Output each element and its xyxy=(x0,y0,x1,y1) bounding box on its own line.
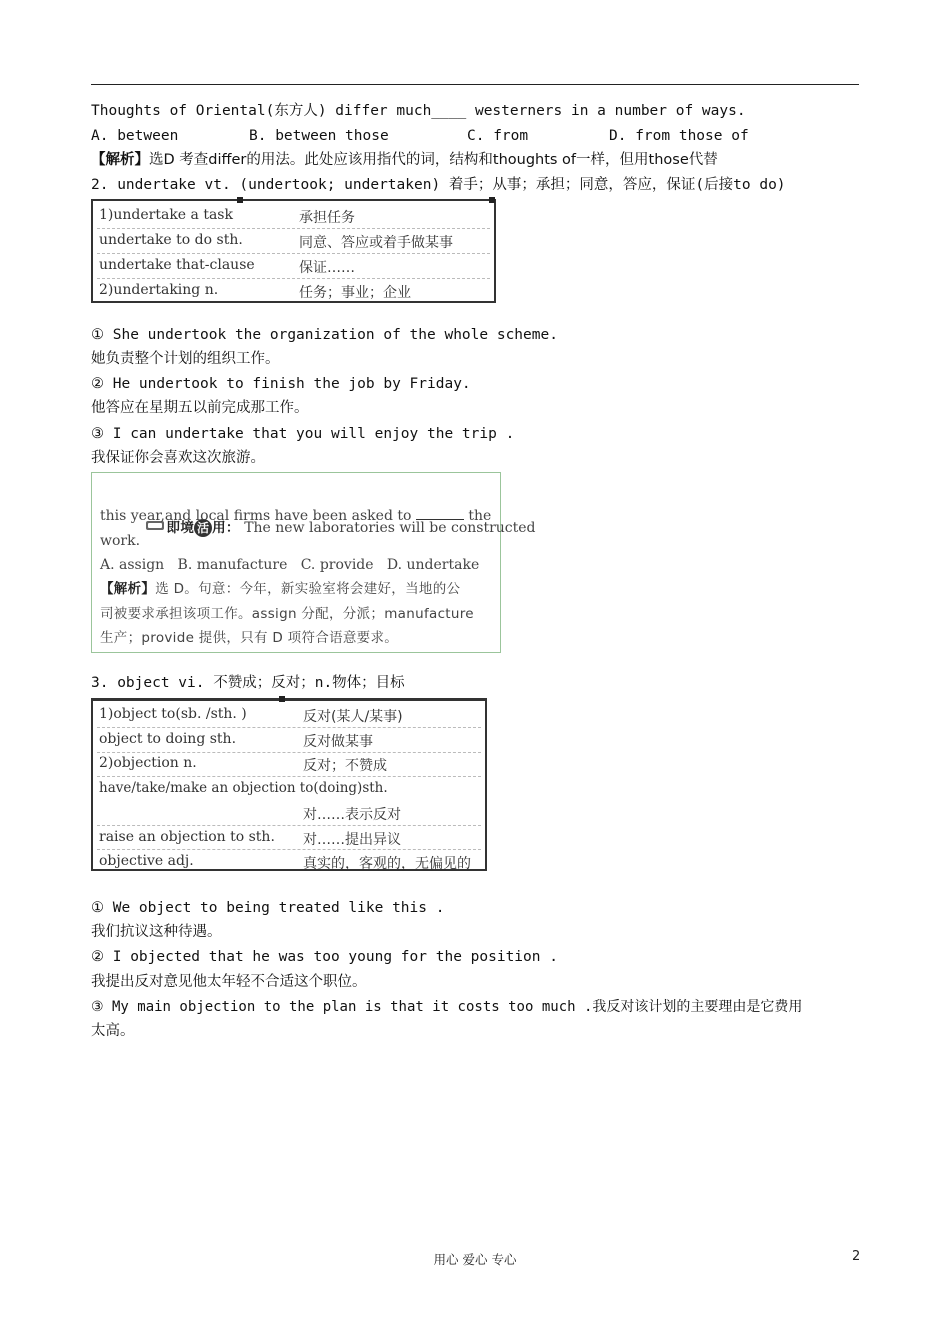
example-2-cn: 他答应在星期五以前完成那工作。 xyxy=(91,400,309,416)
example-3-cn: 我保证你会喜欢这次旅游。 xyxy=(91,450,265,466)
object-example-3-line2: 太高。 xyxy=(91,1023,135,1039)
example-1-cn: 她负责整个计划的组织工作。 xyxy=(91,351,280,367)
section2-heading: 2. undertake vt. (undertook; undertaken) 着手；从事；承担；同意，答应，保证(后接to do) xyxy=(91,177,786,193)
top-rule xyxy=(91,84,859,85)
page-number: 2 xyxy=(852,1249,861,1264)
example-1-en: ① She undertook the organization of the whole scheme. xyxy=(91,327,558,343)
table-handle xyxy=(489,197,495,203)
practice-options: A. assign B. manufacture C. provide D. undertake xyxy=(100,557,480,573)
practice-explanation-1: 【解析】选 D。句意：今年，新实验室将会建好，当地的公 xyxy=(100,581,461,597)
explanation-label: 【解析】 xyxy=(91,152,149,168)
object-example-2-cn: 我提出反对意见他太年轻不合适这个职位。 xyxy=(91,974,367,990)
exercise-options xyxy=(91,126,791,146)
example-3-en: ③ I can undertake that you will enjoy the trip . xyxy=(91,426,515,442)
table-row: raise an objection to sth. 对……提出异议 xyxy=(99,829,401,848)
object-example-2-en: ② I objected that he was too young for the position . xyxy=(91,949,558,965)
practice-box xyxy=(91,472,536,653)
example-2-en: ② He undertook to finish the job by Friday. xyxy=(91,376,471,392)
table-row: 2)undertaking n. 任务；事业；企业 xyxy=(99,282,411,301)
table-handle xyxy=(237,197,243,203)
table-row: 1)object to(sb. /sth. ) 反对(某人/某事) xyxy=(99,706,403,725)
practice-line-2: this year,and local firms have been asked to the xyxy=(100,508,492,524)
table-row: have/take/make an objection to(doing)sth. xyxy=(99,780,388,796)
option-c: C. from xyxy=(467,128,529,144)
table-row: undertake to do sth. 同意、答应或着手做某事 xyxy=(99,232,453,251)
object-example-1-cn: 我们抗议这种待遇。 xyxy=(91,924,222,940)
undertake-table xyxy=(91,199,496,303)
explanation-text: 选D 考查differ的用法。此处应该用指代的词，结构和thoughts of一样，但用those代替 xyxy=(149,152,718,168)
practice-line-1: 即境 活 用： The new laboratories will be constructed xyxy=(100,478,536,578)
object-example-1-en: ① We object to being treated like this . xyxy=(91,900,445,916)
practice-explanation-2: 司被要求承担该项工作。assign 分配，分派；manufacture xyxy=(100,606,474,622)
table-row: undertake that-clause 保证…… xyxy=(99,257,355,276)
table-row: objective adj. 真实的，客观的，无偏见的 xyxy=(99,853,471,872)
option-d: D. from those of xyxy=(609,128,749,144)
section3-heading: 3. object vi. 不赞成；反对；n.物体；目标 xyxy=(91,675,405,691)
table-row: 1)undertake a task 承担任务 xyxy=(99,207,355,226)
practice-circle-badge: 活 xyxy=(194,519,212,537)
answer-blank xyxy=(416,507,464,520)
page-footer: 用心 爱心 专心 xyxy=(433,1252,517,1267)
exercise-question: Thoughts of Oriental(东方人) differ much____ westerners in a number of ways. xyxy=(91,103,746,119)
practice-line-3: work. xyxy=(100,533,141,549)
table-handle xyxy=(279,696,285,702)
option-b: B. between those xyxy=(249,128,389,144)
object-table xyxy=(91,698,487,871)
object-example-3-line1: ③ My main objection to the plan is that it costs too much .我反对该计划的主要理由是它费用 xyxy=(91,999,803,1015)
exercise-explanation xyxy=(91,150,718,170)
table-row: 对……表示反对 xyxy=(303,807,401,823)
practice-explanation-3: 生产；provide 提供，只有 D 项符合语意要求。 xyxy=(100,630,399,646)
table-row: 2)objection n. 反对；不赞成 xyxy=(99,755,387,774)
table-row: object to doing sth. 反对做某事 xyxy=(99,731,373,750)
option-a: A. between xyxy=(91,128,179,144)
